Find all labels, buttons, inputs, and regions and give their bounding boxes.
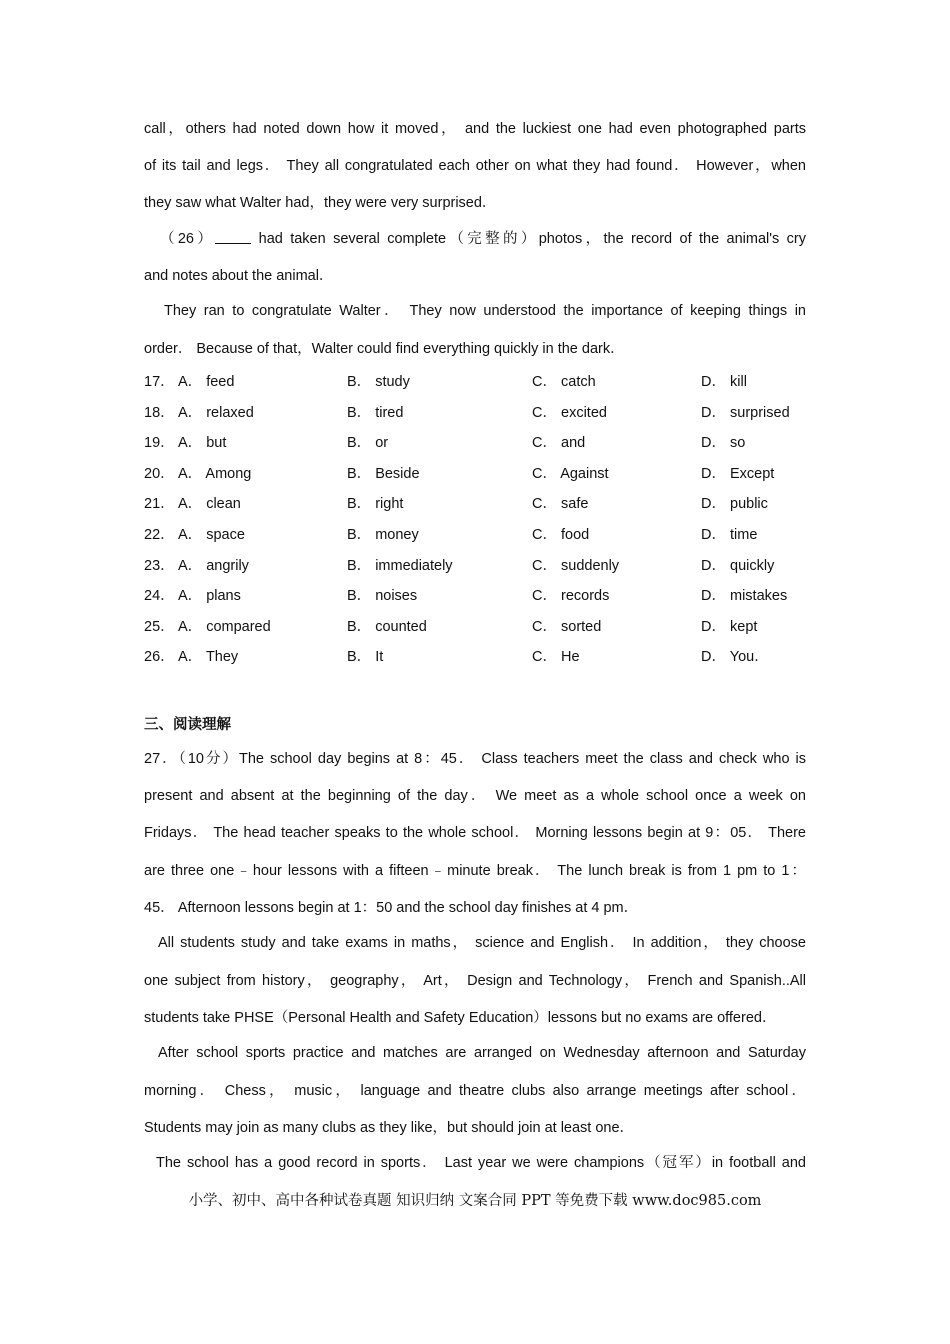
question-options-21 (144, 494, 824, 514)
question-number: 25． (144, 619, 175, 635)
passage-line: They ran to congratulate Walter． They now understood the importance of keeping things in (164, 303, 806, 319)
question-number: 24． (144, 588, 175, 604)
passage-line: call，others had noted down how it moved， and the luckiest one had even photographed parts (144, 121, 806, 137)
q26-text: had taken several complete（完整的）photos，the record of the animal's cry (258, 231, 806, 247)
reading-line: are three one﹣hour lessons with a fifteen﹣minute break． The lunch break is from 1 pm to 1： (144, 863, 806, 879)
option-d: D． surprised (701, 405, 790, 421)
option-a: A． Among (178, 466, 252, 482)
option-d: D． Except (701, 466, 775, 482)
option-d: D． so (701, 435, 746, 451)
reading-line: one subject from history， geography， Art， Design and Technology， French and Spanish..All (144, 973, 806, 989)
question-options-18 (144, 403, 824, 423)
question-number: 26． (144, 649, 175, 665)
question-options-20 (144, 464, 824, 484)
option-d: D． kept (701, 619, 758, 635)
option-c: C． records (532, 588, 610, 604)
option-a: A． compared (178, 619, 271, 635)
reading-line: 27．（10分）The school day begins at 8：45． Class teachers meet the class and check who is (144, 751, 806, 767)
option-c: C． Against (532, 466, 609, 482)
option-b: B． counted (347, 619, 427, 635)
reading-line: All students study and take exams in maths， science and English． In addition， they choose (158, 935, 806, 951)
question-number: 23． (144, 558, 175, 574)
question-options-22 (144, 525, 824, 545)
option-c: C． excited (532, 405, 607, 421)
option-a: A． They (178, 649, 239, 665)
passage-line: order． Because of that，Walter could find everything quickly in the dark． (144, 341, 625, 357)
passage-line: and notes about the animal． (144, 268, 334, 284)
q26-number: （26） (160, 231, 216, 247)
reading-line: 45． Afternoon lessons begin at 1：50 and the school day finishes at 4 pm． (144, 900, 639, 916)
option-d: D． You． (701, 649, 769, 665)
option-c: C． He (532, 649, 580, 665)
option-a: A． but (178, 435, 227, 451)
option-b: B． right (347, 496, 404, 512)
page-footer: 小学、初中、高中各种试卷真题 知识归纳 文案合同 PPT 等免费下载 www.doc985.com (188, 1193, 762, 1209)
reading-line: morning． Chess， music， language and theatre clubs also arrange meetings after school． (144, 1083, 806, 1099)
option-c: C． suddenly (532, 558, 620, 574)
option-a: A． feed (178, 374, 235, 390)
option-d: D． quickly (701, 558, 775, 574)
question-number: 20． (144, 466, 175, 482)
option-c: C． food (532, 527, 590, 543)
option-c: C． and (532, 435, 586, 451)
option-b: B． money (347, 527, 419, 543)
option-b: B． immediately (347, 558, 453, 574)
option-c: C． sorted (532, 619, 602, 635)
question-number: 19． (144, 435, 175, 451)
option-c: C． catch (532, 374, 596, 390)
option-b: B． Beside (347, 466, 420, 482)
option-d: D． kill (701, 374, 747, 390)
reading-line: The school has a good record in sports． Last year we were champions（冠军）in football and (156, 1155, 806, 1171)
option-a: A． space (178, 527, 245, 543)
option-b: B． It (347, 649, 384, 665)
option-a: A． plans (178, 588, 241, 604)
passage-line: they saw what Walter had，they were very surprised． (144, 195, 497, 211)
reading-line: Students may join as many clubs as they like，but should join at least one． (144, 1120, 635, 1136)
question-options-23 (144, 556, 824, 576)
passage-line-q26 (160, 229, 806, 249)
option-b: B． tired (347, 405, 404, 421)
option-b: B． or (347, 435, 389, 451)
question-options-25 (144, 617, 824, 637)
reading-line: Fridays． The head teacher speaks to the whole school． Morning lessons begin at 9：05． There (144, 825, 806, 841)
option-d: D． public (701, 496, 768, 512)
option-b: B． study (347, 374, 410, 390)
reading-line: present and absent at the beginning of the day． We meet as a whole school once a week on (144, 788, 806, 804)
passage-line: of its tail and legs． They all congratulated each other on what they had found． However，when (144, 158, 806, 174)
question-number: 18． (144, 405, 175, 421)
option-a: A． relaxed (178, 405, 254, 421)
option-c: C． safe (532, 496, 589, 512)
option-a: A． angrily (178, 558, 249, 574)
option-d: D． mistakes (701, 588, 788, 604)
question-options-17 (144, 372, 824, 392)
question-options-26 (144, 647, 824, 667)
reading-line: After school sports practice and matches are arranged on Wednesday afternoon and Saturday (158, 1045, 806, 1061)
question-number: 17． (144, 374, 175, 390)
option-a: A． clean (178, 496, 241, 512)
question-number: 21． (144, 496, 175, 512)
question-number: 22． (144, 527, 175, 543)
option-d: D． time (701, 527, 758, 543)
reading-line: students take PHSE（Personal Health and Safety Education）lessons but no exams are offered． (144, 1010, 777, 1026)
option-b: B． noises (347, 588, 418, 604)
question-options-19 (144, 433, 824, 453)
answer-blank (215, 229, 251, 244)
section-heading: 三、阅读理解 (144, 717, 231, 733)
question-options-24 (144, 586, 824, 606)
